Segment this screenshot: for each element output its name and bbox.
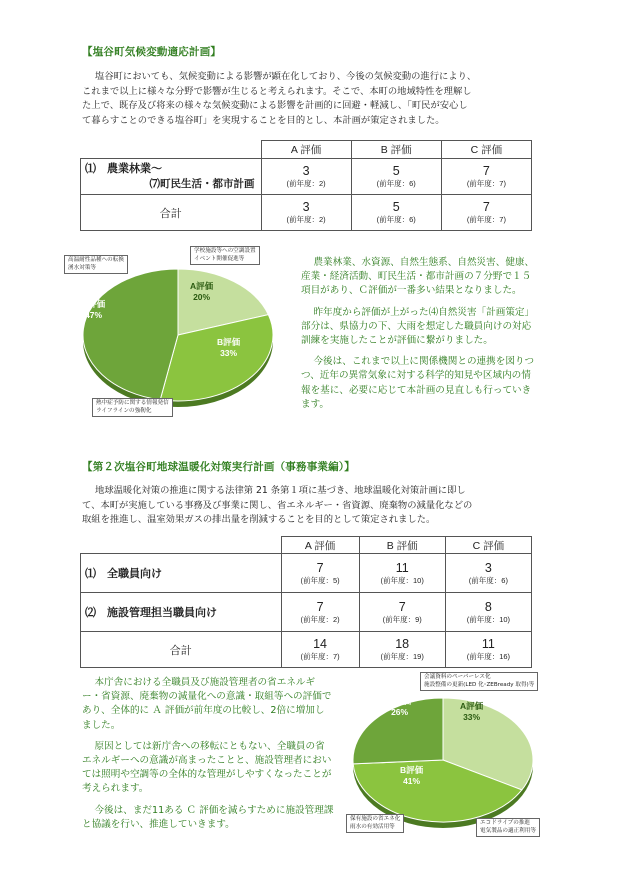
prev-b: (前年度：6) xyxy=(376,215,416,224)
value-a: 14 xyxy=(313,637,327,651)
paragraph-line: た上で、既存及び将来の様々な気候変動による影響を計画的に回避・軽減し、「町民が安心し xyxy=(82,100,468,112)
prev-a: (前年度：2) xyxy=(286,215,326,224)
pie-slice-c xyxy=(83,269,178,400)
prev-a: (前年度：5) xyxy=(300,575,340,585)
prev-c: (前年度：6) xyxy=(468,575,508,585)
row-label: ⑵ 施設管理担当職員向け xyxy=(81,593,282,632)
section1-heading: 【塩谷町気候変動適応計画】 xyxy=(82,46,222,58)
value-b: 11 xyxy=(395,560,409,575)
section2-heading: 【第２次塩谷町地球温暖化対策実行計画（事務事業編）】 xyxy=(82,461,355,473)
value-c: 8 xyxy=(484,599,492,614)
table-row-total xyxy=(81,195,532,231)
slice-label-a: A評価 xyxy=(190,281,214,291)
value-c: 7 xyxy=(482,200,490,214)
row-label-sub: ⑺町民生活・都市計画 xyxy=(149,177,255,190)
callout-top-right xyxy=(420,672,538,691)
slice-label-b: B評価 xyxy=(400,765,424,775)
paragraph-line: これまで以上に様々な分野で影響が生じると考えられます。そこで、本町の地域特性を理解し xyxy=(82,85,472,97)
row-label: ⑴ 農業林業～ xyxy=(85,162,162,175)
table-row-total xyxy=(81,632,532,668)
callout-line: ライフラインの強靭化 xyxy=(96,407,152,414)
value-a: 3 xyxy=(302,164,310,178)
value-b: 18 xyxy=(395,637,410,651)
value-a: 7 xyxy=(316,599,324,614)
section1-paragraph xyxy=(82,70,552,128)
section2-paragraph xyxy=(82,484,552,528)
slice-pct-a: 33% xyxy=(463,712,481,722)
slice-label-a: A評価 xyxy=(460,701,484,711)
prev-c: (前年度：7) xyxy=(466,179,506,188)
header-c: C 評価 xyxy=(441,141,531,159)
callout-line: 高温耐性品種への転換 xyxy=(68,257,124,263)
slice-pct-a: 20% xyxy=(193,292,211,302)
callout-line: 学校施設等への空調設置 xyxy=(194,248,256,254)
callout-bottom-left xyxy=(346,814,404,833)
section2-side-text xyxy=(82,676,334,839)
callout-line: 保有施設の省エネ化 xyxy=(350,816,401,822)
callout-line: 施設整備の更新(LED 化･ZEBready 取得)等 xyxy=(424,681,535,688)
header-c: C 評価 xyxy=(445,537,531,554)
callout-line: 電気製品の適正利用等 xyxy=(480,827,536,834)
slice-label-c: C評価 xyxy=(388,696,412,706)
slice-pct-b: 41% xyxy=(403,776,421,786)
row-label-total: 合計 xyxy=(81,195,262,231)
value-c: 11 xyxy=(481,637,495,651)
prev-c: (前年度：7) xyxy=(466,215,506,224)
side-paragraph: 農業林業、水資源、自然生態系、自然災害、健康、産業・経済活動、町民生活・都市計画の７分野で１５項目があり、Ｃ評価が一番多い結果となりました。 xyxy=(301,257,535,297)
prev-a: (前年度：2) xyxy=(300,614,340,624)
paragraph-line: 塩谷町においても、気候変動による影響が顕在化しており、今後の気候変動の進行により、 xyxy=(95,71,477,82)
callout-line: 雨水の有効活用等 xyxy=(350,823,395,830)
prev-b: (前年度：9) xyxy=(382,614,422,624)
prev-b: (前年度：10) xyxy=(380,575,424,585)
prev-a: (前年度：7) xyxy=(300,652,340,661)
value-b: 5 xyxy=(392,200,400,214)
prev-c: (前年度：10) xyxy=(466,614,511,624)
callout-bottom xyxy=(92,398,173,417)
callout-line: 湧水対策等 xyxy=(68,264,96,271)
callout-line: 会議資料のペーパーレス化 xyxy=(424,674,491,680)
slice-pct-c: 47% xyxy=(85,310,103,320)
slice-label-b: B評価 xyxy=(217,337,241,347)
side-paragraph: 昨年度から評価が上がった⑷自然災害「計画策定」部分は、県協力の下、大雨を想定した職員向けの対応訓練を実施したことが評価に繋がりました。 xyxy=(301,306,535,347)
value-c: 3 xyxy=(484,560,492,575)
table-row xyxy=(81,593,532,632)
callout-line: エコドライブの推進 xyxy=(480,820,531,826)
table-row xyxy=(81,159,532,195)
row-label: ⑴ 全職員向け xyxy=(81,554,282,593)
callout-line: イベント開催促進等 xyxy=(194,255,245,262)
section1-evaluation-table xyxy=(80,140,532,231)
header-a: A 評価 xyxy=(281,537,359,554)
side-paragraph: 今後は、まだ11ある Ｃ 評価を減らすために施設管理課と協議を行い、推進していきます。 xyxy=(82,804,334,830)
row-label-total: 合計 xyxy=(81,632,282,668)
header-a: A 評価 xyxy=(261,141,351,159)
callout-top-right xyxy=(190,246,260,265)
paragraph-line: 取組を推進し、温室効果ガスの排出量を削減することを目的として策定されました。 xyxy=(82,514,436,526)
table-row xyxy=(81,554,532,593)
slice-pct-b: 33% xyxy=(220,348,238,358)
prev-c: (前年度：16) xyxy=(466,652,511,661)
side-paragraph: 今後は、これまで以上に関係機関との連携を図りつつ、近年の異常気象に対する科学的知見や区域内の情報を基に、必要に応じて本計画の見直しも行っていきます。 xyxy=(301,356,535,410)
callout-top-left xyxy=(64,255,128,274)
prev-a: (前年度：2) xyxy=(286,179,326,188)
header-b: B 評価 xyxy=(351,141,441,159)
callout-bottom-right xyxy=(476,818,540,837)
section2-evaluation-table xyxy=(80,536,532,668)
side-paragraph: 本庁舎における全職員及び施設管理者の省エネルギー・省資源、廃棄物の減量化への意識・取組等への評価であり、全体的に Ａ 評価が前年度の比較し、2倍に増加しました。 xyxy=(82,677,332,731)
value-b: 5 xyxy=(392,164,400,178)
value-a: 3 xyxy=(302,200,310,214)
value-b: 7 xyxy=(398,599,406,614)
callout-line: 熱中症予防に関する情報発信 xyxy=(96,400,169,406)
prev-b: (前年度：19) xyxy=(380,652,424,661)
value-a: 7 xyxy=(316,560,324,575)
slice-pct-c: 26% xyxy=(391,707,409,717)
section1-side-text xyxy=(301,256,537,419)
side-paragraph: 原因としては新庁舎への移転にともない、全職員の省エネルギーへの意識が高まったことと、施設管理者においては照明や空調等の全体的な管理がしやすくなったことが考えられます。 xyxy=(82,740,332,795)
slice-label-c: C評価 xyxy=(82,299,106,309)
paragraph-line: て、本町が実施している事務及び事業に関し、省エネルギー・省資源、廃棄物の減量化などの xyxy=(82,499,473,511)
prev-b: (前年度：6) xyxy=(376,179,416,188)
paragraph-line: て暮らすことのできる塩谷町」を実現することを目的とし、本計画が策定されました。 xyxy=(82,114,445,126)
header-b: B 評価 xyxy=(359,537,445,554)
paragraph-line: 地球温暖化対策の推進に関する法律第 21 条第１項に基づき、地球温暖化対策計画に即し xyxy=(95,485,466,496)
value-c: 7 xyxy=(482,164,490,178)
